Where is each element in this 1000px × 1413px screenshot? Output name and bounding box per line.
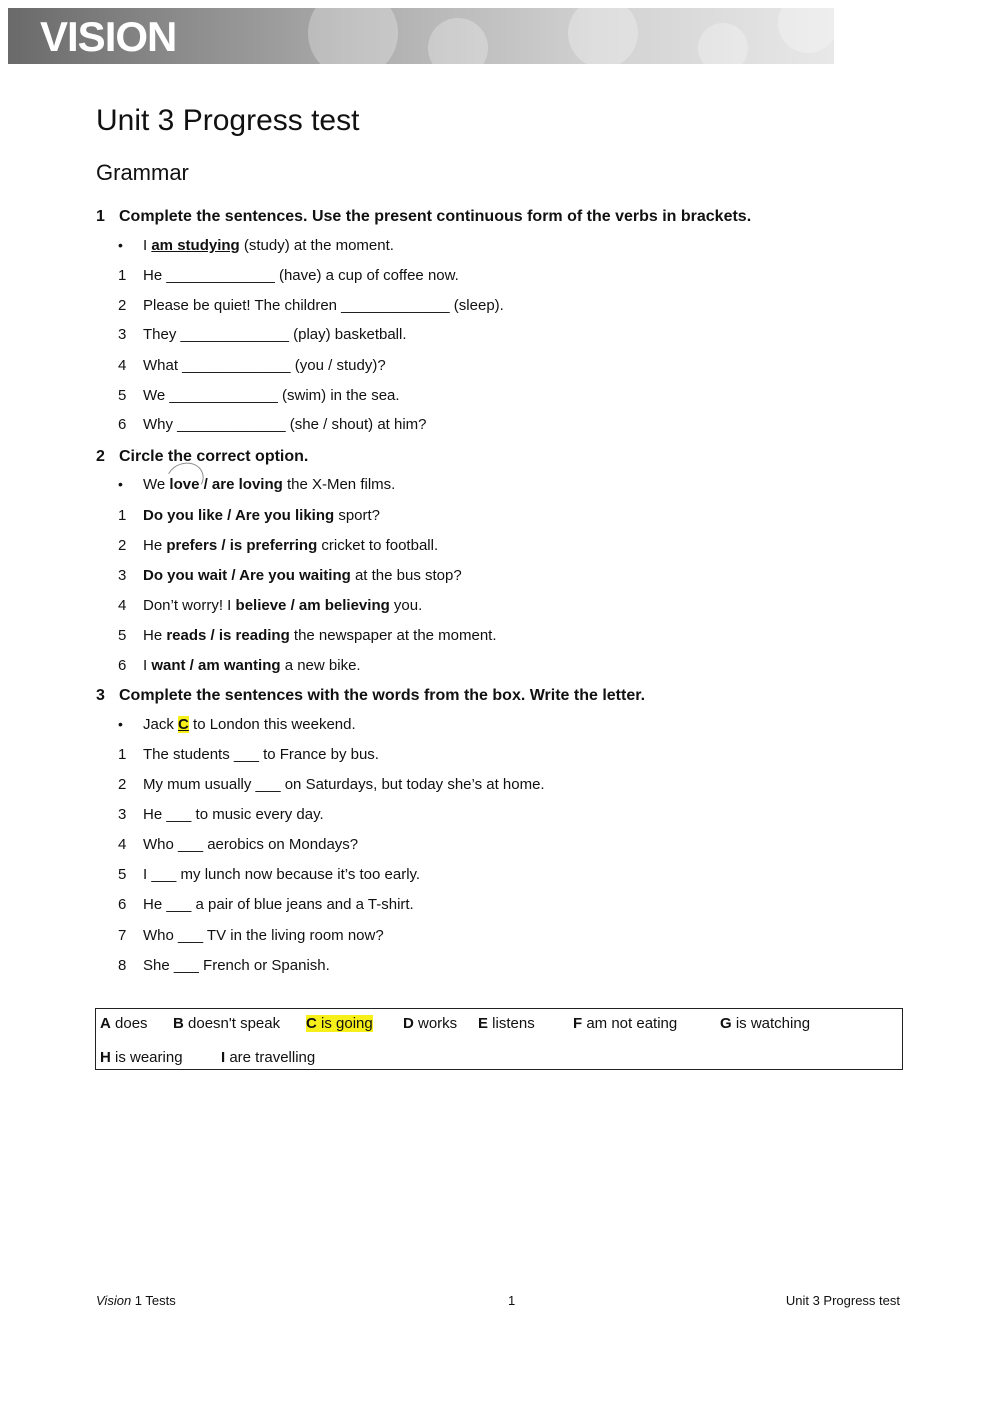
exercise-3-item[interactable] (118, 896, 414, 913)
item-text: Don’t worry! I (143, 597, 236, 614)
exercise-2-example (118, 476, 395, 493)
item-number: 5 (118, 866, 127, 883)
word-letter: A (100, 1015, 111, 1032)
word-text: does (110, 1015, 148, 1032)
item-number: 2 (118, 776, 127, 793)
exercise-3-example (118, 716, 356, 733)
word-letter: D (403, 1015, 414, 1032)
word-box (95, 1008, 903, 1070)
item-text: I (143, 657, 152, 674)
example-text: the X-Men films. (282, 476, 396, 493)
item-number: 6 (118, 416, 127, 433)
item-text: He (143, 627, 167, 644)
item-text: at the bus stop? (350, 567, 462, 584)
item-text: Why _____________ (she / shout) at him? (143, 416, 427, 433)
word-letter: E (478, 1015, 489, 1032)
exercise-3-item[interactable] (118, 957, 330, 974)
item-text: Who ___ TV in the living room now? (143, 927, 384, 944)
exercise-2-item[interactable] (118, 567, 462, 584)
bullet: • (118, 237, 123, 253)
item-text: What _____________ (you / study)? (143, 357, 386, 374)
item-text: He _____________ (have) a cup of coffee now. (143, 267, 459, 284)
exercise-1-item[interactable] (118, 416, 427, 433)
exercise-number: 2 (96, 448, 105, 465)
footer-left (96, 1293, 176, 1308)
item-text: the newspaper at the moment. (289, 627, 497, 644)
item-number: 1 (118, 746, 127, 763)
footer-book-title: Vision (96, 1293, 132, 1308)
word-text: listens (488, 1015, 535, 1032)
item-text: My mum usually ___ on Saturdays, but today she’s at home. (143, 776, 545, 793)
item-options[interactable]: believe / am believing (235, 597, 390, 614)
word-option (573, 1015, 677, 1032)
exercise-1-item[interactable] (118, 387, 400, 404)
item-number: 1 (118, 507, 127, 524)
item-options[interactable]: prefers / is preferring (166, 537, 318, 554)
word-text: works (413, 1015, 458, 1032)
exercise-3-item[interactable] (118, 776, 545, 793)
item-number: 3 (118, 567, 127, 584)
item-number: 4 (118, 357, 127, 374)
item-number: 2 (118, 297, 127, 314)
exercise-3-item[interactable] (118, 746, 379, 763)
item-number: 6 (118, 657, 127, 674)
exercise-number: 1 (96, 208, 105, 225)
word-option (478, 1015, 535, 1032)
example-text: to London this weekend. (188, 716, 356, 733)
exercise-2-heading (96, 448, 308, 466)
word-option (100, 1049, 183, 1066)
item-text: a new bike. (280, 657, 361, 674)
example-answer: am studying (151, 237, 240, 254)
word-option (720, 1015, 810, 1032)
bullet: • (118, 476, 123, 492)
exercise-3-item[interactable] (118, 806, 324, 823)
section-title: Grammar (96, 160, 189, 185)
footer-book-suffix: 1 Tests (131, 1293, 176, 1308)
exercise-1-example (118, 237, 394, 254)
exercise-3-item[interactable] (118, 836, 358, 853)
item-number: 8 (118, 957, 127, 974)
page-number: 1 (508, 1293, 516, 1308)
word-option-highlighted (306, 1015, 373, 1032)
example-text: Jack (143, 716, 179, 733)
item-text: I ___ my lunch now because it’s too early. (143, 866, 421, 883)
bullet: • (118, 716, 123, 732)
word-letter: I (221, 1049, 226, 1066)
banner-decoration (698, 23, 748, 64)
banner-decoration (428, 18, 488, 64)
word-text: is watching (731, 1015, 811, 1032)
item-number: 5 (118, 627, 127, 644)
exercise-3-heading (96, 687, 645, 705)
exercise-2-item[interactable] (118, 507, 380, 524)
exercise-2-item[interactable] (118, 597, 422, 614)
word-text: is going (316, 1015, 373, 1032)
word-option (100, 1015, 148, 1032)
footer-right: Unit 3 Progress test (785, 1293, 900, 1308)
item-text: sport? (334, 507, 381, 524)
page-title: Unit 3 Progress test (96, 104, 360, 137)
word-text: doesn't speak (183, 1015, 281, 1032)
item-text: He ___ to music every day. (143, 806, 324, 823)
item-number: 5 (118, 387, 127, 404)
item-text: He (143, 537, 167, 554)
item-text: We _____________ (swim) in the sea. (143, 387, 400, 404)
item-options[interactable]: reads / is reading (166, 627, 290, 644)
exercise-2-item[interactable] (118, 537, 438, 554)
item-number: 2 (118, 537, 127, 554)
example-text: (study) at the moment. (239, 237, 394, 254)
exercise-number: 3 (96, 687, 105, 704)
banner-decoration (308, 8, 398, 64)
word-text: am not eating (582, 1015, 678, 1032)
exercise-3-item[interactable] (118, 927, 384, 944)
item-text: Please be quiet! The children _____________ (sleep). (143, 297, 504, 314)
word-letter: F (573, 1015, 583, 1032)
word-letter: H (100, 1049, 111, 1066)
word-option (221, 1049, 315, 1066)
exercise-1-heading (96, 208, 751, 226)
item-options[interactable]: Do you wait / Are you waiting (143, 567, 351, 584)
exercise-3-item[interactable] (118, 866, 420, 883)
banner-decoration (568, 8, 638, 64)
item-options[interactable]: Do you like / Are you liking (143, 507, 335, 524)
word-letter: G (720, 1015, 732, 1032)
word-option (403, 1015, 457, 1032)
word-text: are travelling (225, 1049, 316, 1066)
item-number: 7 (118, 927, 127, 944)
item-number: 1 (118, 267, 127, 284)
banner-decoration (778, 8, 834, 53)
item-text: The students ___ to France by bus. (143, 746, 379, 763)
word-option (173, 1015, 280, 1032)
exercise-2-item[interactable] (118, 657, 361, 674)
exercise-1-item[interactable] (118, 267, 459, 284)
example-text: We (143, 476, 170, 493)
item-number: 4 (118, 597, 127, 614)
item-text: He ___ a pair of blue jeans and a T-shirt. (143, 896, 414, 913)
item-text: cricket to football. (317, 537, 439, 554)
example-answer: C (178, 716, 189, 733)
item-text: Who ___ aerobics on Mondays? (143, 836, 359, 853)
word-letter: C (306, 1015, 317, 1032)
item-number: 3 (118, 326, 127, 343)
word-text: is wearing (110, 1049, 183, 1066)
exercise-1-item[interactable] (118, 326, 407, 343)
exercise-1-item[interactable] (118, 297, 504, 314)
exercise-2-item[interactable] (118, 627, 497, 644)
vision-logo: VISION (40, 13, 177, 60)
item-options[interactable]: want / am wanting (151, 657, 281, 674)
item-number: 6 (118, 896, 127, 913)
header-banner (8, 8, 834, 64)
item-number: 4 (118, 836, 127, 853)
example-options: love / are loving (169, 476, 283, 493)
item-text: She ___ French or Spanish. (143, 957, 330, 974)
example-text: I (143, 237, 152, 254)
item-text: They _____________ (play) basketball. (143, 326, 407, 343)
item-number: 3 (118, 806, 127, 823)
exercise-instruction: Circle the correct option. (119, 448, 309, 465)
exercise-1-item[interactable] (118, 357, 386, 374)
exercise-instruction: Complete the sentences with the words from the box. Write the letter. (119, 687, 646, 704)
word-letter: B (173, 1015, 184, 1032)
item-text: you. (389, 597, 423, 614)
exercise-instruction: Complete the sentences. Use the present continuous form of the verbs in brackets. (119, 208, 752, 225)
